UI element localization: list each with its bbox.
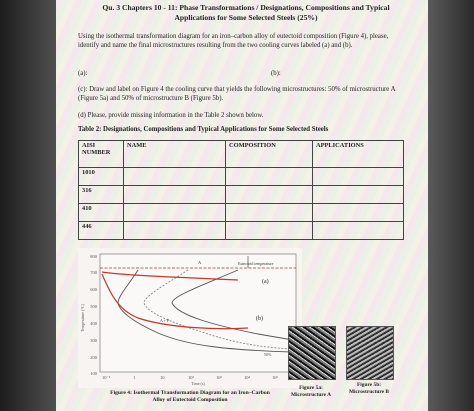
- austenite-pearlite-label: A + P: [160, 318, 170, 323]
- x-tick: 10²: [188, 375, 194, 380]
- composition-cell[interactable]: [226, 222, 313, 240]
- applications-cell[interactable]: [313, 186, 404, 204]
- x-tick: 10⁵: [272, 375, 279, 380]
- microstructure-a-image: [288, 326, 336, 380]
- steels-table: [78, 140, 404, 240]
- figure4-caption: Figure 4: Isothermal Transformation Diagram for an Iron–Carbon Alloy of Eutectoid Composition: [110, 390, 270, 403]
- austenite-label: A: [198, 260, 202, 265]
- figure5b-title: Figure 5b:: [356, 382, 381, 388]
- table-row: [79, 204, 404, 222]
- header-name: NAME: [124, 141, 226, 168]
- answer-label-a: (a):: [78, 70, 88, 77]
- question-title: [86, 3, 406, 23]
- table-row: [79, 186, 404, 204]
- figure5b-name: Microstructure B: [348, 389, 390, 395]
- ttt-diagram-svg: [78, 248, 302, 388]
- y-tick: 700: [90, 270, 97, 275]
- x-tick: 10⁴: [244, 375, 251, 380]
- figure5b-caption: [340, 382, 398, 396]
- figure5a-title: Figure 5a:: [299, 385, 323, 391]
- name-cell[interactable]: [124, 222, 226, 240]
- table-header-row: [79, 141, 404, 168]
- composition-cell[interactable]: [226, 204, 313, 222]
- y-tick: 400: [90, 321, 97, 326]
- x-tick: 10: [160, 375, 165, 380]
- y-tick: 500: [90, 304, 97, 309]
- curve-a-label: (a): [262, 279, 269, 285]
- aisi-cell: 1010: [79, 168, 124, 186]
- answer-label-b: (b):: [271, 70, 281, 77]
- instruction-paragraph-c: (c): Draw and label on Figure 4 the cooling curve that yields the following microstructures: 50% of microstructure A (Figure 5a) and 50% of microstructure B (Figure 5b).: [78, 86, 396, 102]
- y-tick: 600: [90, 287, 97, 292]
- header-applications: APPLICATIONS: [313, 141, 404, 168]
- right-shadow: [428, 0, 474, 411]
- worksheet-page: [56, 0, 428, 411]
- title-line-1: Qu. 3 Chapters 10 - 11: Phase Transformations / Designations, Compositions and Typical: [102, 3, 390, 12]
- ttt-diagram: [78, 248, 302, 388]
- applications-cell[interactable]: [313, 168, 404, 186]
- applications-cell[interactable]: [313, 204, 404, 222]
- header-composition: COMPOSITION: [226, 141, 313, 168]
- aisi-cell: 316: [79, 186, 124, 204]
- figure5a-name: Microstructure A: [290, 392, 332, 398]
- figure5a-caption: [282, 385, 340, 399]
- header-aisi: AISI NUMBER: [79, 141, 124, 168]
- x-tick: 1: [133, 375, 136, 380]
- aisi-cell: 410: [79, 204, 124, 222]
- y-tick: 800: [90, 254, 97, 259]
- composition-cell[interactable]: [226, 186, 313, 204]
- table-row: [79, 222, 404, 240]
- name-cell[interactable]: [124, 186, 226, 204]
- curve-b-label: (b): [256, 316, 263, 322]
- left-shadow: [0, 0, 56, 411]
- x-tick: 10³: [216, 375, 222, 380]
- table-caption: Table 2: Designations, Compositions and Typical Applications for Some Selected Steels: [78, 126, 329, 133]
- title-line-2: Applications for Some Selected Steels (25%): [174, 13, 318, 22]
- y-axis-label: Temperature (°C): [80, 303, 85, 333]
- applications-cell[interactable]: [313, 222, 404, 240]
- instruction-paragraph-1: Using the isothermal transformation diagram for an iron–carbon alloy of eutectoid composition (Figure 4), please, identify and name the final microstructures resulting from the two cooling curves labeled (a) and (b).: [78, 33, 389, 49]
- eutectoid-label: Eutectoid temperature: [238, 261, 274, 266]
- composition-cell[interactable]: [226, 168, 313, 186]
- y-tick: 200: [90, 355, 97, 360]
- fifty-percent-label: 50%: [264, 352, 272, 357]
- x-tick: 10⁻¹: [102, 375, 111, 380]
- table-row: [79, 168, 404, 186]
- aisi-cell: 446: [79, 222, 124, 240]
- name-cell[interactable]: [124, 204, 226, 222]
- microstructure-b-image: [346, 326, 394, 380]
- x-axis-label: Time (s): [191, 381, 205, 386]
- y-tick: 100: [90, 371, 97, 376]
- y-tick: 300: [90, 338, 97, 343]
- name-cell[interactable]: [124, 168, 226, 186]
- y-ticks: [90, 254, 98, 376]
- x-ticks: [102, 375, 279, 380]
- instruction-paragraph-d: (d) Please, provide missing information in the Table 2 shown below.: [78, 112, 264, 119]
